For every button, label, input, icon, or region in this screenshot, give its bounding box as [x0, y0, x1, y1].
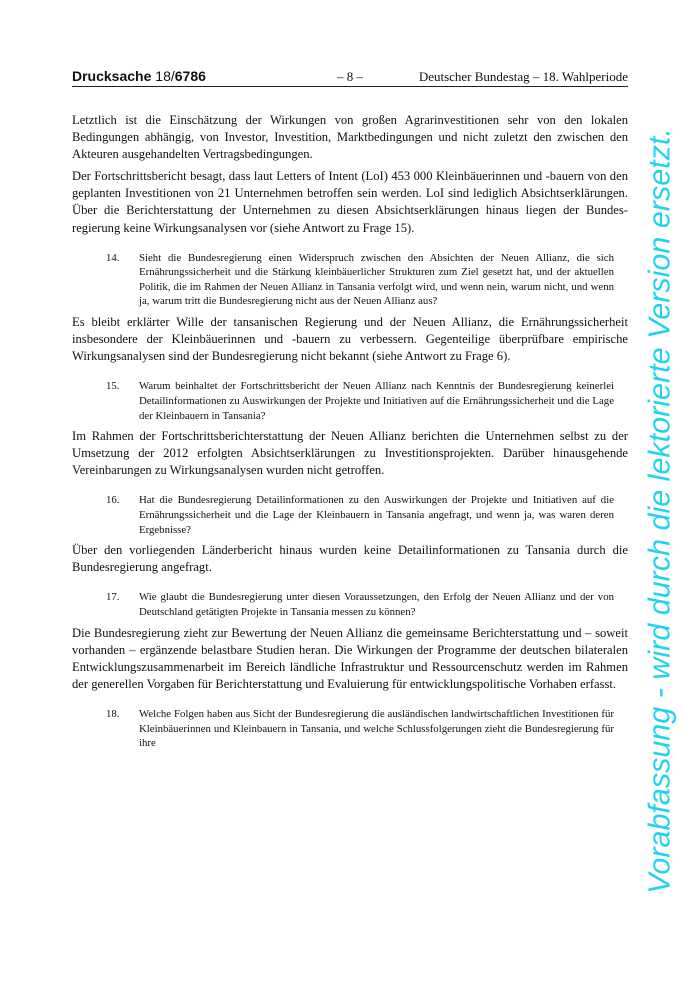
page-header [72, 68, 628, 88]
question-18 [72, 707, 628, 751]
question-number: 16. [106, 494, 120, 507]
question-text: Welche Folgen haben aus Sicht der Bundesregierung die ausländischen landwirtschaftlichen Investitionen für Kleinbäuerinnen und Kleinbauern in Tansania, und welche Schlussfolgerungen zieht die Bundesregierung für ihre [139, 707, 614, 750]
doc-number: 6786 [174, 68, 206, 84]
document-id [72, 68, 206, 84]
doc-number-prefix: 18/ [155, 68, 175, 84]
doc-label: Drucksache [72, 68, 152, 84]
question-number: 14. [106, 251, 120, 264]
page-number: – 8 – [337, 69, 363, 84]
question-text: Wie glaubt die Bundesregierung unter diesen Voraussetzungen, den Erfolg der Neuen Allianz und der von Deutschland getätigten Projekte in Tansania messen zu können? [139, 591, 614, 618]
question-15 [72, 379, 628, 423]
answer-16: Über den vorliegenden Länderbericht hinaus wurden keine Detailinformationen zu Tansania durch die Bundesregierung angefragt. [72, 543, 628, 575]
answer-14: Es bleibt erklärter Wille der tansanischen Regierung und der Neuen Allianz, die Ernährungssicherheit insbesondere der Kleinbäuerinnen und -bauern zu verbessern. Gegenteilige überprüfbare empirische Wirkungsanalysen sind der Bundesregierung nicht bekannt (siehe Antwort zu Frage 6). [72, 315, 628, 364]
question-14 [72, 251, 628, 309]
question-number: 15. [106, 380, 120, 393]
header-rule [72, 86, 628, 87]
question-17 [72, 590, 628, 619]
question-text: Sieht die Bundesregierung einen Widerspruch zwischen den Absichten der Neuen Allianz, die sich Ernährungssicherheit und die Stärkung kleinbäuerlicher Strukturen zum Ziel gesetzt hat, und der aktuellen Politik, die im Rahmen der Neuen Allianz in Tansania verfolgt wird, und wenn nein, warum nicht, und wenn ja, warum tritt die Bundesregierung nicht aus der Neuen Allianz aus? [139, 251, 614, 308]
question-number: 18. [106, 707, 120, 720]
watermark-text: Vorabfassung - wird durch die lektorierte Version ersetzt. [642, 128, 677, 894]
question-text: Hat die Bundesregierung Detailinformationen zu den Auswirkungen der Projekte und Initiativen auf die Ernährungssicherheit und die Lage der Kleinbauern in Tansania angefragt, und wenn ja, was waren deren Ergebnisse? [139, 494, 614, 536]
institution-label: Deutscher Bundestag – 18. Wahlperiode [418, 69, 628, 84]
paragraph-1: Letztlich ist die Einschätzung der Wirkungen von großen Agrarinvestitionen sehr von den lokalen Bedingungen abhängig, von Investor, Investition, Marktbedingungen und nicht zuletzt den zwischen den Akteuren ausgehandelten Vertragsbedingungen. [72, 113, 628, 162]
answer-17: Die Bundesregierung zieht zur Bewertung der Neuen Allianz die gemeinsame Berichterstattung und – soweit vorhanden – ergänzende belastbare Studien heran. Die Wirkungen der Programme der deutschen bilateralen Entwicklungszusammenarbeit im Bereich ländliche Infrastruktur und Ressourcenschutz werden im Rahmen der generellen Vorgaben für Berichterstattung und Evaluierung für entwicklungspolitische Vorhaben erfasst. [72, 625, 628, 691]
paragraph-2: Der Fortschrittsbericht besagt, dass laut Letters of Intent (LoI) 453 000 Kleinbäuerinnen und -bauern von den geplanten Investitionen von 21 Unternehmen betroffen sein werden. LoI sind lediglich Absichtserklärungen. Über die Berichterstattung der Unternehmen zu diesen Absichtserklärungen hinaus liegen der Bundesregierung keine Wirkungsanalysen vor (siehe Antwort zu Frage 15). [72, 169, 628, 235]
draft-watermark [634, 116, 686, 906]
question-text: Warum beinhaltet der Fortschrittsbericht der Neuen Allianz nach Kenntnis der Bundesregierung keinerlei Detailinformationen zu Auswirkungen der Projekte und Initiativen auf die Ernährungssicherheit und die Lage der Kleinbauern in Tansania? [139, 380, 614, 422]
question-16 [72, 493, 628, 537]
question-number: 17. [106, 591, 120, 604]
answer-15: Im Rahmen der Fortschrittsberichterstattung der Neuen Allianz berichten die Unternehmen selbst zu der Umsetzung der 2012 erfolgten Absichtserklärungen zu Investitionsprojekten. Darüber hinausgehende Vereinbarungen zu Wirkungsanalysen wurden nicht getroffen. [72, 429, 628, 478]
document-body [72, 112, 628, 756]
